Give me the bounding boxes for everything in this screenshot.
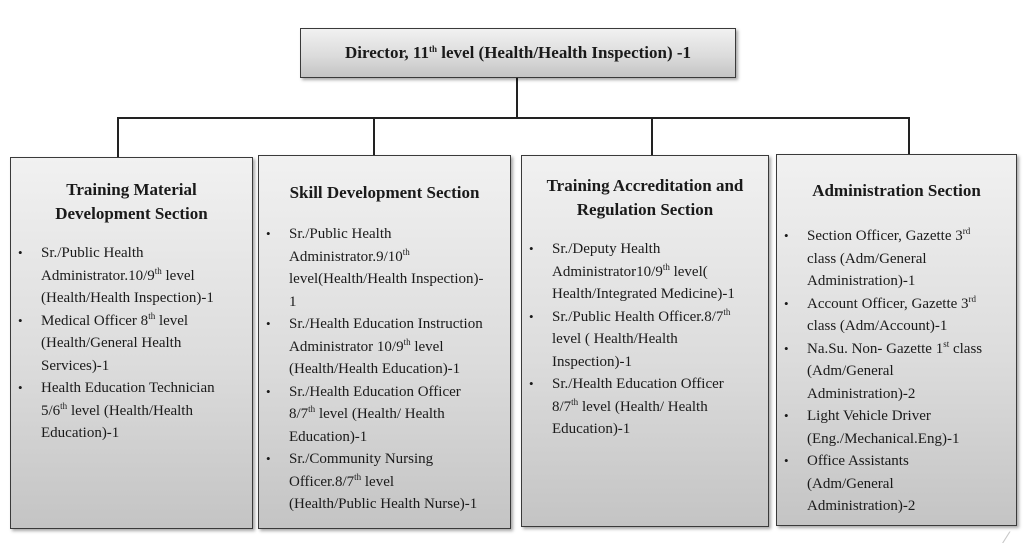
bullet-icon: •	[529, 308, 534, 324]
position-item: • Light Vehicle Driver (Eng./Mechanical.Eng)-1	[777, 405, 1016, 450]
position-list	[11, 242, 252, 445]
connector-horizontal	[117, 117, 909, 119]
bullet-icon: •	[784, 340, 789, 356]
position-item: • Section Officer, Gazette 3rd class (Adm/General Administration)-1	[784, 226, 971, 289]
section-skill-development	[258, 155, 511, 529]
bullet-icon: •	[784, 228, 789, 243]
position-item: • Office Assistants (Adm/General Administration)-2	[777, 450, 1016, 518]
connector-director-down	[516, 78, 518, 118]
bullet-icon: •	[784, 408, 789, 423]
bullet-icon: •	[529, 241, 534, 256]
bullet-icon: •	[784, 295, 789, 311]
bullet-icon: •	[529, 376, 534, 391]
position-item: • Sr./Public Health Officer.8/7th level ( Health/Health Inspection)-1	[529, 306, 731, 370]
position-list	[522, 238, 768, 441]
bullet-icon: •	[18, 245, 23, 260]
connector-section-4	[908, 117, 910, 154]
section-title: Skill Development Section	[289, 183, 480, 202]
bullet-icon: •	[18, 380, 23, 395]
connector-section-1	[117, 117, 119, 157]
bullet-icon: •	[784, 453, 789, 468]
position-item: • Medical Officer 8th level (Health/General Health Services)-1	[18, 310, 189, 374]
corner-watermark-icon: ⁄	[1005, 528, 1008, 547]
section-title: Administration Section	[812, 181, 981, 200]
bullet-icon: •	[266, 316, 271, 331]
position-item: • Sr./Community Nursing Officer.8/7th level (Health/Public Health Nurse)-1	[259, 448, 510, 516]
bullet-icon: •	[18, 312, 23, 328]
connector-section-3	[651, 117, 653, 155]
section-training-accreditation-regulation	[521, 155, 769, 527]
bullet-icon: •	[266, 451, 271, 466]
section-training-material-development	[10, 157, 253, 529]
director-node	[300, 28, 736, 78]
director-title: Director, 11th level (Health/Health Inspection) -1	[344, 43, 692, 62]
section-title: Training Material Development Section	[55, 180, 208, 223]
connector-section-2	[373, 117, 375, 155]
position-list	[777, 225, 1016, 518]
position-item: • Sr./Health Education Officer 8/7th level (Health/ Health Education)-1	[259, 381, 510, 449]
position-item: • Sr./Health Education Instruction Administrator 10/9th level (Health/Health Education)-1	[259, 313, 510, 381]
bullet-icon: •	[266, 226, 271, 241]
position-item: • Sr./Public Health Administrator.9/10th level(Health/Health Inspection)- 1	[259, 223, 510, 313]
bullet-icon: •	[266, 383, 271, 399]
position-item: • Health Education Technician 5/6th level (Health/Health Education)-1	[11, 377, 252, 445]
position-item: • Sr./Public Health Administrator.10/9th level (Health/Health Inspection)-1	[11, 242, 252, 310]
position-item: • Account Officer, Gazette 3rd class (Adm/Account)-1	[784, 293, 977, 334]
position-item: • Sr./Health Education Officer 8/7th level (Health/ Health Education)-1	[522, 373, 768, 441]
position-item: • Na.Su. Non- Gazette 1st class (Adm/General Administration)-2	[784, 338, 983, 402]
section-title: Training Accreditation and Regulation Section	[546, 176, 744, 219]
position-item: • Sr./Deputy Health Administrator10/9th level( Health/Integrated Medicine)-1	[522, 238, 768, 306]
section-administration	[776, 154, 1017, 526]
position-list	[259, 223, 510, 516]
